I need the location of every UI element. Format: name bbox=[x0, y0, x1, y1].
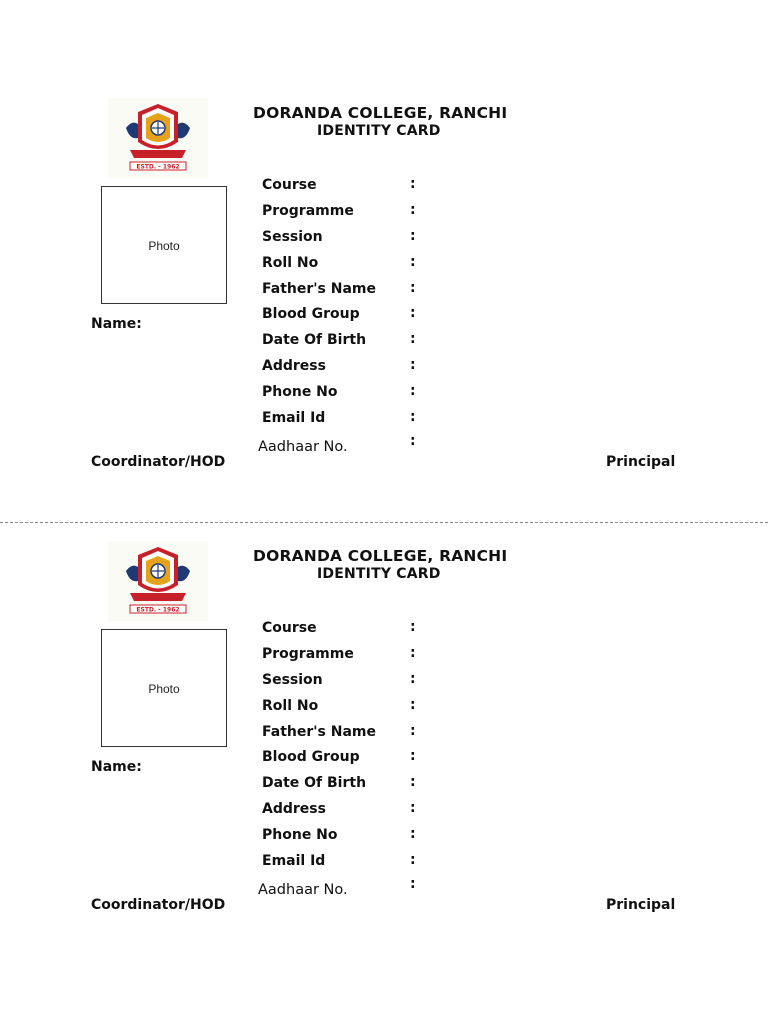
field-colon: : bbox=[410, 432, 416, 449]
field-colon: : bbox=[410, 331, 416, 348]
field-colon: : bbox=[410, 253, 416, 270]
field-colon: : bbox=[410, 357, 416, 374]
identity-card-2 bbox=[0, 533, 768, 953]
field-colon: : bbox=[410, 279, 416, 296]
field-label: Email Id bbox=[262, 410, 326, 427]
card-title: IDENTITY CARD bbox=[317, 566, 441, 582]
field-label: Aadhaar No. bbox=[258, 438, 348, 455]
card-title: IDENTITY CARD bbox=[317, 123, 441, 139]
photo-label: Photo bbox=[148, 682, 180, 696]
field-label: Email Id bbox=[262, 853, 326, 870]
college-name: DORANDA COLLEGE, RANCHI bbox=[253, 104, 508, 122]
field-colon: : bbox=[410, 748, 416, 765]
field-row bbox=[262, 800, 702, 826]
field-label: Father's Name bbox=[262, 280, 376, 297]
field-label: Phone No bbox=[262, 827, 338, 844]
estd-text: ESTD. - 1962 bbox=[136, 606, 180, 614]
field-label: Programme bbox=[262, 202, 354, 219]
field-list bbox=[258, 176, 702, 461]
field-colon: : bbox=[410, 826, 416, 843]
photo-label: Photo bbox=[148, 239, 180, 253]
field-colon: : bbox=[410, 800, 416, 817]
field-colon: : bbox=[410, 670, 416, 687]
field-row bbox=[262, 176, 702, 202]
field-row bbox=[262, 748, 702, 774]
field-row bbox=[262, 697, 702, 723]
field-label: Blood Group bbox=[262, 306, 360, 323]
coordinator-signature-label: Coordinator/HOD bbox=[91, 897, 226, 913]
field-row bbox=[262, 280, 702, 306]
field-colon: : bbox=[410, 383, 416, 400]
field-colon: : bbox=[410, 176, 416, 192]
college-name: DORANDA COLLEGE, RANCHI bbox=[253, 547, 508, 565]
field-row bbox=[262, 826, 702, 852]
field-colon: : bbox=[410, 201, 416, 218]
field-label: Date Of Birth bbox=[262, 332, 367, 349]
field-row bbox=[262, 383, 702, 409]
field-label: Roll No bbox=[262, 254, 319, 271]
field-label: Father's Name bbox=[262, 723, 376, 740]
field-label: Session bbox=[262, 671, 323, 688]
field-colon: : bbox=[410, 774, 416, 791]
field-colon: : bbox=[410, 852, 416, 869]
field-label: Date Of Birth bbox=[262, 775, 367, 792]
field-colon: : bbox=[410, 875, 416, 892]
field-row bbox=[262, 202, 702, 228]
field-colon: : bbox=[410, 696, 416, 713]
field-label: Session bbox=[262, 228, 323, 245]
field-row bbox=[262, 723, 702, 749]
field-colon: : bbox=[410, 619, 416, 635]
field-label: Programme bbox=[262, 645, 354, 662]
field-row bbox=[262, 409, 702, 435]
estd-text: ESTD. - 1962 bbox=[136, 163, 180, 171]
coordinator-signature-label: Coordinator/HOD bbox=[91, 454, 226, 470]
field-label: Aadhaar No. bbox=[258, 881, 348, 898]
field-row bbox=[262, 645, 702, 671]
field-colon: : bbox=[410, 227, 416, 244]
field-label: Address bbox=[262, 801, 326, 818]
field-label: Course bbox=[262, 177, 317, 193]
field-row bbox=[262, 619, 702, 645]
field-row bbox=[262, 357, 702, 383]
principal-signature-label: Principal bbox=[606, 897, 676, 913]
name-label: Name: bbox=[91, 759, 142, 775]
field-label: Phone No bbox=[262, 384, 338, 401]
college-emblem-icon bbox=[108, 541, 208, 621]
field-label: Course bbox=[262, 620, 317, 636]
field-row bbox=[262, 774, 702, 800]
field-colon: : bbox=[410, 409, 416, 426]
field-row bbox=[262, 228, 702, 254]
field-row bbox=[262, 671, 702, 697]
field-label: Address bbox=[262, 358, 326, 375]
field-list bbox=[258, 619, 702, 904]
field-row bbox=[262, 305, 702, 331]
principal-signature-label: Principal bbox=[606, 454, 676, 470]
field-label: Roll No bbox=[262, 697, 319, 714]
field-row bbox=[262, 331, 702, 357]
identity-card-1 bbox=[0, 90, 768, 510]
field-row bbox=[262, 852, 702, 878]
field-row bbox=[262, 254, 702, 280]
field-colon: : bbox=[410, 644, 416, 661]
photo-box bbox=[101, 629, 227, 747]
college-emblem-icon bbox=[108, 98, 208, 178]
field-colon: : bbox=[410, 305, 416, 322]
field-label: Blood Group bbox=[262, 749, 360, 766]
name-label: Name: bbox=[91, 316, 142, 332]
cut-line-divider bbox=[0, 522, 768, 523]
field-colon: : bbox=[410, 722, 416, 739]
photo-box bbox=[101, 186, 227, 304]
